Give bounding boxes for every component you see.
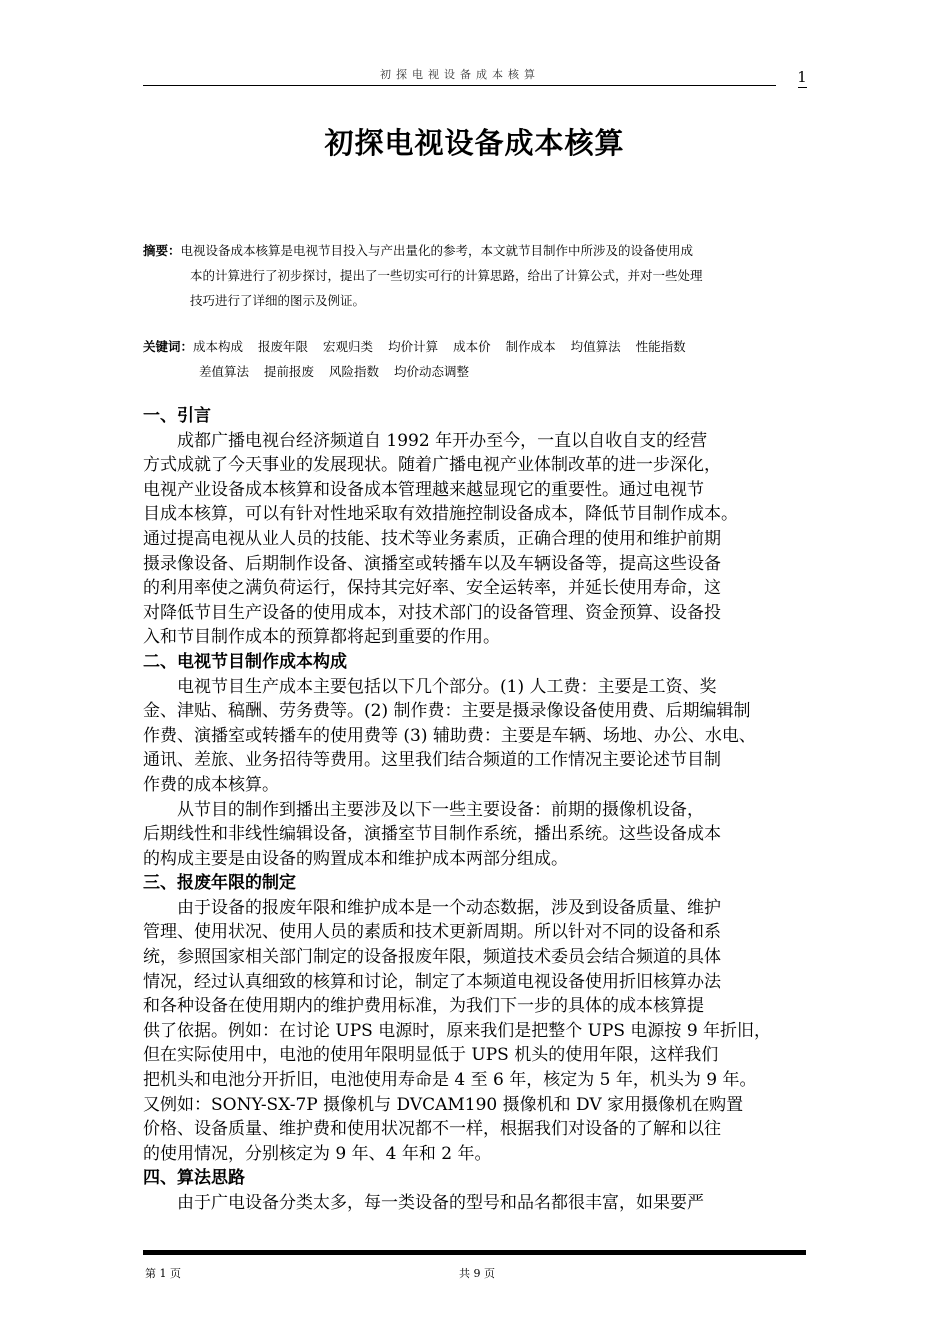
paragraph-line: 由于设备的报废年限和维护成本是一个动态数据，涉及到设备质量、维护	[143, 897, 721, 918]
document-title: 初探电视设备成本核算	[324, 126, 625, 160]
paragraph-line: 后期线性和非线性编辑设备，演播室节目制作系统，播出系统。这些设备成本	[143, 824, 721, 845]
keyword: 均价动态调整	[394, 364, 470, 379]
paragraph-line: 管理、使用状况、使用人员的素质和技术更新周期。所以针对不同的设备和系	[143, 922, 721, 943]
keyword: 报废年限	[258, 339, 309, 354]
header-page-number: 1	[797, 68, 807, 86]
paragraph-line: 金、津贴、稿酬、劳务费等。(2) 制作费：主要是摄录像设备使用费、后期编辑制	[143, 701, 751, 722]
paragraph-line: 但在实际使用中，电池的使用年限明显低于 UPS 机头的使用年限，这样我们	[143, 1045, 719, 1066]
paragraph-line: 作费的成本核算。	[143, 774, 279, 795]
paragraph-line: 成都广播电视台经济频道自 1992 年开办至今，一直以自收自支的经营	[143, 430, 708, 451]
keywords-row-2	[143, 359, 813, 384]
paragraph-line: 方式成就了今天事业的发展现状。随着广播电视产业体制改革的进一步深化，	[143, 455, 721, 476]
paragraph-line: 目成本核算，可以有针对性地采取有效措施控制设备成本，降低节目制作成本。	[143, 504, 738, 525]
keyword: 制作成本	[505, 339, 556, 354]
keyword: 差值算法	[199, 364, 250, 379]
running-header-title: 初探电视设备成本核算	[380, 68, 540, 81]
paragraph-line: 统，参照国家相关部门制定的设备报废年限，频道技术委员会结合频道的具体	[143, 947, 721, 968]
paragraph-line: 把机头和电池分开折旧，电池使用寿命是 4 至 6 年，核定为 5 年，机头为 9 年。	[143, 1070, 757, 1091]
paragraph-line: 的利用率使之满负荷运行，保持其完好率、安全运转率，并延长使用寿命，这	[143, 578, 721, 599]
paragraph-line: 入和节目制作成本的预算都将起到重要的作用。	[143, 627, 500, 648]
paragraph-line: 的构成主要是由设备的购置成本和维护成本两部分组成。	[143, 848, 568, 869]
section-heading: 一、引言	[143, 406, 211, 426]
paragraph-line: 又例如：SONY-SX-7P 摄像机与 DVCAM190 摄像机和 DV 家用摄像机在购置	[143, 1094, 744, 1115]
keyword: 成本价	[453, 339, 491, 354]
section-heading: 二、电视节目制作成本构成	[143, 651, 347, 672]
keywords-row-1	[143, 334, 813, 359]
section-heading: 四、算法思路	[143, 1168, 245, 1189]
keyword: 宏观归类	[323, 339, 374, 354]
keyword: 性能指数	[635, 339, 686, 354]
keywords	[143, 334, 813, 384]
paragraph-line: 情况，经过认真细致的核算和讨论，制定了本频道电视设备使用折旧核算办法	[143, 971, 721, 992]
keywords-label: 关键词：	[143, 339, 194, 354]
footer-page-label: 第 1 页	[145, 1267, 181, 1280]
footer-rule	[143, 1250, 806, 1255]
footer-total-label: 共 9 页	[459, 1267, 495, 1280]
keyword: 均价计算	[388, 339, 439, 354]
keyword: 成本构成	[193, 339, 244, 354]
abstract-text-1: 电视设备成本核算是电视节目投入与产出量化的参考，本文就节目制作中所涉及的设备使用成	[180, 243, 694, 258]
abstract-line-2: 本的计算进行了初步探讨，提出了一些切实可行的计算思路，给出了计算公式，并对一些处理	[190, 268, 703, 283]
paragraph-line: 作费、演播室或转播车的使用费等 (3) 辅助费：主要是车辆、场地、办公、水电、	[143, 725, 756, 746]
header-page-number-underline	[798, 87, 807, 88]
paragraph-line: 和各种设备在使用期内的维护费用标准，为我们下一步的具体的成本核算提	[143, 996, 704, 1017]
paragraph-line: 电视产业设备成本核算和设备成本管理越来越显现它的重要性。通过电视节	[143, 479, 704, 500]
body-text	[143, 404, 815, 1216]
paragraph-line: 由于广电设备分类太多，每一类设备的型号和品名都很丰富，如果要严	[143, 1193, 704, 1213]
section-heading: 三、报废年限的制定	[143, 873, 296, 894]
paragraph-line: 通讯、差旅、业务招待等费用。这里我们结合频道的工作情况主要论述节目制	[143, 750, 721, 771]
abstract-label: 摘要：	[143, 243, 181, 258]
paragraph-line: 供了依据。例如：在讨论 UPS 电源时，原来我们是把整个 UPS 电源按 9 年折旧，	[143, 1020, 772, 1041]
keyword: 风险指数	[329, 364, 380, 379]
header-rule	[143, 85, 776, 86]
paragraph-line: 电视节目生产成本主要包括以下几个部分。(1) 人工费：主要是工资、奖	[143, 676, 717, 697]
paragraph-line: 价格、设备质量、维护费和使用状况都不一样，根据我们对设备的了解和以往	[143, 1119, 721, 1140]
abstract	[143, 238, 813, 313]
paragraph-line: 对降低节目生产设备的使用成本，对技术部门的设备管理、资金预算、设备投	[143, 602, 721, 623]
abstract-line-1	[143, 238, 813, 263]
abstract-line-3: 技巧进行了详细的图示及例证。	[190, 293, 366, 308]
paragraph-line: 从节目的制作到播出主要涉及以下一些主要设备：前期的摄像机设备，	[143, 799, 704, 820]
keyword: 提前报废	[264, 364, 315, 379]
paragraph-line: 的使用情况，分别核定为 9 年、4 年和 2 年。	[143, 1143, 492, 1164]
paragraph-line: 通过提高电视从业人员的技能、技术等业务素质，正确合理的使用和维护前期	[143, 528, 721, 549]
paragraph-line: 摄录像设备、后期制作设备、演播室或转播车以及车辆设备等，提高这些设备	[143, 553, 721, 574]
keyword: 均值算法	[570, 339, 621, 354]
